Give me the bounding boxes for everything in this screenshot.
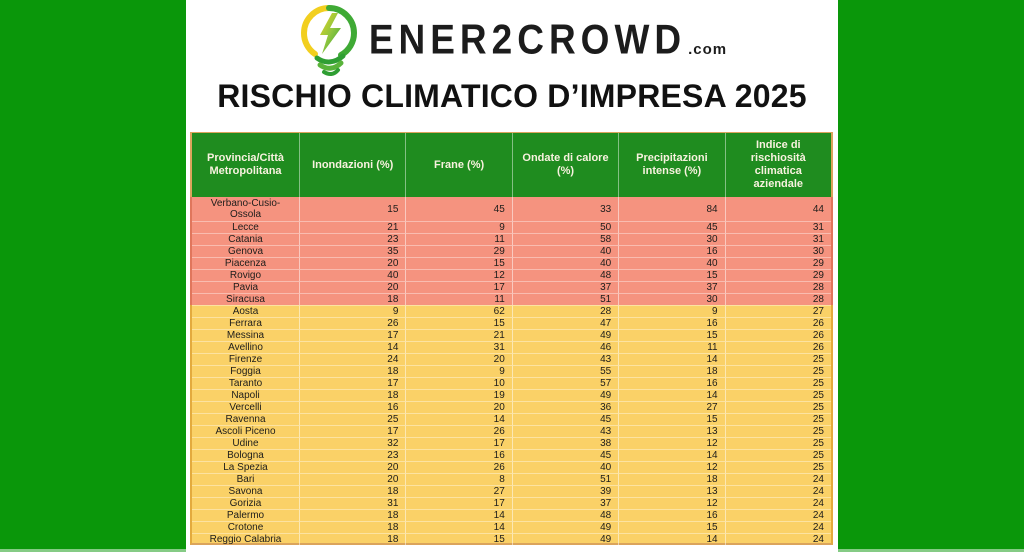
value-cell: 18 xyxy=(618,365,724,377)
value-cell: 49 xyxy=(512,521,618,533)
value-cell: 36 xyxy=(512,401,618,413)
value-cell: 14 xyxy=(405,509,511,521)
province-cell: Udine xyxy=(192,437,299,449)
province-cell: Genova xyxy=(192,245,299,257)
table-header-row xyxy=(190,132,833,197)
value-cell: 17 xyxy=(405,437,511,449)
value-cell: 15 xyxy=(405,317,511,329)
value-cell: 13 xyxy=(618,485,724,497)
value-cell: 9 xyxy=(299,305,405,317)
province-cell: Lecce xyxy=(192,221,299,233)
value-cell: 25 xyxy=(725,365,831,377)
province-cell: Foggia xyxy=(192,365,299,377)
table-row xyxy=(190,365,833,377)
value-cell: 15 xyxy=(618,521,724,533)
column-header: Frane (%) xyxy=(405,133,511,197)
value-cell: 20 xyxy=(299,281,405,293)
value-cell: 45 xyxy=(512,413,618,425)
table-row xyxy=(190,377,833,389)
value-cell: 40 xyxy=(299,269,405,281)
value-cell: 40 xyxy=(512,245,618,257)
value-cell: 25 xyxy=(725,413,831,425)
value-cell: 31 xyxy=(725,221,831,233)
table-row xyxy=(190,509,833,521)
table-row xyxy=(190,257,833,269)
value-cell: 20 xyxy=(299,257,405,269)
value-cell: 14 xyxy=(618,389,724,401)
value-cell: 31 xyxy=(405,341,511,353)
value-cell: 58 xyxy=(512,233,618,245)
value-cell: 37 xyxy=(618,281,724,293)
value-cell: 24 xyxy=(725,521,831,533)
value-cell: 20 xyxy=(299,473,405,485)
province-cell: Ascoli Piceno xyxy=(192,425,299,437)
column-header: Indice di rischiosità climatica aziendale xyxy=(725,133,831,197)
value-cell: 16 xyxy=(618,377,724,389)
value-cell: 49 xyxy=(512,389,618,401)
value-cell: 38 xyxy=(512,437,618,449)
province-cell: La Spezia xyxy=(192,461,299,473)
value-cell: 45 xyxy=(618,221,724,233)
value-cell: 31 xyxy=(725,233,831,245)
province-cell: Bari xyxy=(192,473,299,485)
value-cell: 14 xyxy=(299,341,405,353)
value-cell: 26 xyxy=(725,317,831,329)
value-cell: 28 xyxy=(725,293,831,305)
value-cell: 16 xyxy=(618,245,724,257)
value-cell: 11 xyxy=(618,341,724,353)
table-row xyxy=(190,221,833,233)
value-cell: 25 xyxy=(299,413,405,425)
province-cell: Rovigo xyxy=(192,269,299,281)
value-cell: 47 xyxy=(512,317,618,329)
value-cell: 62 xyxy=(405,305,511,317)
value-cell: 12 xyxy=(405,269,511,281)
value-cell: 15 xyxy=(405,257,511,269)
value-cell: 35 xyxy=(299,245,405,257)
risk-table xyxy=(190,132,833,545)
table-row xyxy=(190,353,833,365)
value-cell: 44 xyxy=(725,197,831,221)
table-row xyxy=(190,293,833,305)
value-cell: 14 xyxy=(618,353,724,365)
province-cell: Crotone xyxy=(192,521,299,533)
value-cell: 45 xyxy=(512,449,618,461)
table-row xyxy=(190,269,833,281)
province-cell: Reggio Calabria xyxy=(192,533,299,545)
table-row xyxy=(190,317,833,329)
table-row xyxy=(190,305,833,317)
value-cell: 39 xyxy=(512,485,618,497)
value-cell: 27 xyxy=(618,401,724,413)
value-cell: 18 xyxy=(299,365,405,377)
value-cell: 25 xyxy=(725,461,831,473)
value-cell: 14 xyxy=(405,413,511,425)
value-cell: 18 xyxy=(299,485,405,497)
value-cell: 17 xyxy=(299,329,405,341)
value-cell: 13 xyxy=(618,425,724,437)
value-cell: 26 xyxy=(405,461,511,473)
value-cell: 29 xyxy=(405,245,511,257)
table-row xyxy=(190,485,833,497)
value-cell: 50 xyxy=(512,221,618,233)
value-cell: 14 xyxy=(405,521,511,533)
province-cell: Pavia xyxy=(192,281,299,293)
table-row xyxy=(190,425,833,437)
value-cell: 20 xyxy=(405,401,511,413)
value-cell: 24 xyxy=(725,509,831,521)
value-cell: 55 xyxy=(512,365,618,377)
value-cell: 40 xyxy=(618,257,724,269)
value-cell: 18 xyxy=(299,293,405,305)
value-cell: 12 xyxy=(618,497,724,509)
value-cell: 25 xyxy=(725,353,831,365)
value-cell: 9 xyxy=(618,305,724,317)
brand-logo xyxy=(186,0,838,76)
value-cell: 20 xyxy=(405,353,511,365)
value-cell: 10 xyxy=(405,377,511,389)
value-cell: 16 xyxy=(618,509,724,521)
value-cell: 23 xyxy=(299,449,405,461)
value-cell: 25 xyxy=(725,401,831,413)
value-cell: 31 xyxy=(299,497,405,509)
province-cell: Vercelli xyxy=(192,401,299,413)
table-row xyxy=(190,413,833,425)
value-cell: 49 xyxy=(512,533,618,545)
value-cell: 15 xyxy=(618,329,724,341)
table-row xyxy=(190,533,833,545)
value-cell: 51 xyxy=(512,293,618,305)
value-cell: 49 xyxy=(512,329,618,341)
value-cell: 19 xyxy=(405,389,511,401)
value-cell: 16 xyxy=(405,449,511,461)
value-cell: 9 xyxy=(405,365,511,377)
province-cell: Ferrara xyxy=(192,317,299,329)
table-row xyxy=(190,401,833,413)
value-cell: 8 xyxy=(405,473,511,485)
value-cell: 51 xyxy=(512,473,618,485)
value-cell: 17 xyxy=(405,281,511,293)
brand-name: ENER2CROWD xyxy=(368,15,687,62)
value-cell: 25 xyxy=(725,377,831,389)
value-cell: 18 xyxy=(618,473,724,485)
value-cell: 40 xyxy=(512,461,618,473)
column-header: Inondazioni (%) xyxy=(299,133,405,197)
value-cell: 30 xyxy=(618,233,724,245)
value-cell: 12 xyxy=(618,461,724,473)
province-cell: Bologna xyxy=(192,449,299,461)
value-cell: 17 xyxy=(299,377,405,389)
table-row xyxy=(190,521,833,533)
value-cell: 32 xyxy=(299,437,405,449)
province-cell: Messina xyxy=(192,329,299,341)
value-cell: 24 xyxy=(299,353,405,365)
province-cell: Savona xyxy=(192,485,299,497)
value-cell: 23 xyxy=(299,233,405,245)
brand-text xyxy=(368,15,728,62)
value-cell: 48 xyxy=(512,269,618,281)
table-row xyxy=(190,461,833,473)
value-cell: 14 xyxy=(618,533,724,545)
value-cell: 28 xyxy=(512,305,618,317)
value-cell: 27 xyxy=(725,305,831,317)
value-cell: 45 xyxy=(405,197,511,221)
value-cell: 25 xyxy=(725,425,831,437)
province-cell: Piacenza xyxy=(192,257,299,269)
value-cell: 48 xyxy=(512,509,618,521)
value-cell: 43 xyxy=(512,425,618,437)
value-cell: 12 xyxy=(618,437,724,449)
table-row xyxy=(190,473,833,485)
value-cell: 46 xyxy=(512,341,618,353)
province-cell: Aosta xyxy=(192,305,299,317)
lightbulb-bolt-icon xyxy=(297,2,361,78)
province-cell: Siracusa xyxy=(192,293,299,305)
province-cell: Ravenna xyxy=(192,413,299,425)
value-cell: 29 xyxy=(725,257,831,269)
value-cell: 18 xyxy=(299,389,405,401)
value-cell: 18 xyxy=(299,509,405,521)
table-row xyxy=(190,233,833,245)
table-body xyxy=(190,197,833,545)
value-cell: 25 xyxy=(725,437,831,449)
value-cell: 29 xyxy=(725,269,831,281)
table-row xyxy=(190,449,833,461)
value-cell: 26 xyxy=(299,317,405,329)
value-cell: 27 xyxy=(405,485,511,497)
table-row xyxy=(190,437,833,449)
value-cell: 84 xyxy=(618,197,724,221)
column-header: Ondate di calore (%) xyxy=(512,133,618,197)
value-cell: 9 xyxy=(405,221,511,233)
value-cell: 24 xyxy=(725,533,831,545)
value-cell: 11 xyxy=(405,293,511,305)
value-cell: 17 xyxy=(299,425,405,437)
value-cell: 15 xyxy=(299,197,405,221)
value-cell: 11 xyxy=(405,233,511,245)
value-cell: 15 xyxy=(618,413,724,425)
value-cell: 33 xyxy=(512,197,618,221)
table-row xyxy=(190,329,833,341)
value-cell: 20 xyxy=(299,461,405,473)
column-header: Provincia/Città Metropolitana xyxy=(206,152,285,177)
column-header: Precipitazioni intense (%) xyxy=(618,133,724,197)
table-row xyxy=(190,281,833,293)
value-cell: 21 xyxy=(405,329,511,341)
value-cell: 25 xyxy=(725,389,831,401)
value-cell: 26 xyxy=(725,341,831,353)
value-cell: 24 xyxy=(725,497,831,509)
table-row xyxy=(190,341,833,353)
table-row xyxy=(190,245,833,257)
value-cell: 25 xyxy=(725,449,831,461)
province-cell: Verbano-Cusio-Ossola xyxy=(210,198,281,220)
table-row xyxy=(190,497,833,509)
value-cell: 15 xyxy=(618,269,724,281)
value-cell: 15 xyxy=(405,533,511,545)
table-row xyxy=(190,197,833,221)
value-cell: 17 xyxy=(405,497,511,509)
province-cell: Taranto xyxy=(192,377,299,389)
province-cell: Avellino xyxy=(192,341,299,353)
province-cell: Gorizia xyxy=(192,497,299,509)
content-panel xyxy=(186,0,838,552)
province-cell: Palermo xyxy=(192,509,299,521)
value-cell: 24 xyxy=(725,473,831,485)
value-cell: 28 xyxy=(725,281,831,293)
province-cell: Catania xyxy=(192,233,299,245)
province-cell: Napoli xyxy=(192,389,299,401)
value-cell: 43 xyxy=(512,353,618,365)
value-cell: 37 xyxy=(512,497,618,509)
value-cell: 24 xyxy=(725,485,831,497)
value-cell: 26 xyxy=(725,329,831,341)
value-cell: 16 xyxy=(618,317,724,329)
value-cell: 18 xyxy=(299,521,405,533)
value-cell: 40 xyxy=(512,257,618,269)
value-cell: 18 xyxy=(299,533,405,545)
page-title: RISCHIO CLIMATICO D’IMPRESA 2025 xyxy=(217,78,807,114)
value-cell: 14 xyxy=(618,449,724,461)
value-cell: 30 xyxy=(618,293,724,305)
brand-tld: .com xyxy=(688,40,728,58)
table-row xyxy=(190,389,833,401)
value-cell: 16 xyxy=(299,401,405,413)
value-cell: 57 xyxy=(512,377,618,389)
value-cell: 26 xyxy=(405,425,511,437)
value-cell: 21 xyxy=(299,221,405,233)
value-cell: 30 xyxy=(725,245,831,257)
value-cell: 37 xyxy=(512,281,618,293)
province-cell: Firenze xyxy=(192,353,299,365)
